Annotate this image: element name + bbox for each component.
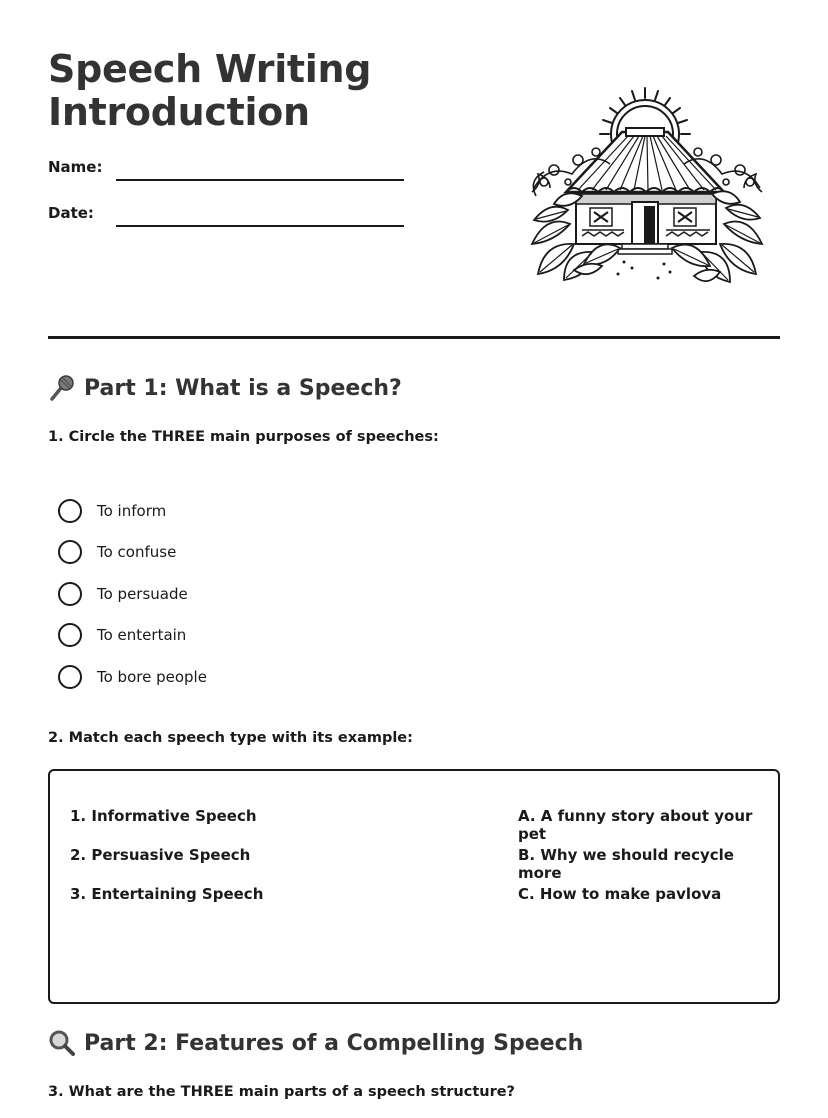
part1-heading-text: Part 1: What is a Speech? [84, 375, 402, 401]
name-input-line[interactable] [116, 179, 404, 181]
date-label: Date: [48, 204, 94, 222]
speech-examples-list [518, 807, 778, 924]
title-line-2: Introduction [48, 90, 310, 134]
speech-type-item[interactable]: 3. Entertaining Speech [70, 885, 264, 903]
option-label: To bore people [97, 667, 207, 686]
option-circle[interactable] [58, 623, 82, 647]
name-label: Name: [48, 158, 103, 176]
thatched-hut-illustration-icon [524, 84, 770, 290]
speech-example-item[interactable]: A. A funny story about your pet [518, 807, 753, 843]
option-to-persuade[interactable] [58, 573, 207, 615]
option-label: To persuade [97, 584, 188, 603]
question-1: 1. Circle the THREE main purposes of speeches: [48, 429, 439, 445]
title-line-1: Speech Writing [48, 47, 372, 91]
option-label: To entertain [97, 626, 187, 645]
speech-example-item[interactable]: C. How to make pavlova [518, 885, 722, 903]
option-to-entertain[interactable] [58, 615, 207, 657]
speech-type-item[interactable]: 2. Persuasive Speech [70, 846, 251, 864]
question-3: 3. What are the THREE main parts of a speech structure? [48, 1084, 515, 1100]
magnifying-glass-icon [48, 1029, 76, 1057]
option-circle[interactable] [58, 499, 82, 523]
date-input-line[interactable] [116, 225, 404, 227]
matching-box [48, 769, 780, 1004]
section-divider [48, 336, 780, 339]
page-title [48, 48, 371, 134]
option-to-bore-people[interactable] [58, 656, 207, 698]
microphone-icon [48, 374, 76, 402]
part2-heading-text: Part 2: Features of a Compelling Speech [84, 1030, 584, 1056]
question-2: 2. Match each speech type with its example: [48, 730, 413, 746]
part1-heading [48, 374, 402, 402]
speech-type-item[interactable]: 1. Informative Speech [70, 807, 257, 825]
part2-heading [48, 1029, 583, 1057]
option-circle[interactable] [58, 582, 82, 606]
speech-types-list [70, 807, 263, 924]
option-label: To confuse [97, 543, 177, 562]
option-circle[interactable] [58, 665, 82, 689]
option-to-confuse[interactable] [58, 532, 207, 574]
option-circle[interactable] [58, 540, 82, 564]
option-to-inform[interactable] [58, 490, 207, 532]
purpose-options [58, 490, 207, 698]
option-label: To inform [97, 501, 167, 520]
speech-example-item[interactable]: B. Why we should recycle more [518, 846, 734, 882]
date-field [48, 204, 408, 234]
name-field [48, 158, 408, 188]
